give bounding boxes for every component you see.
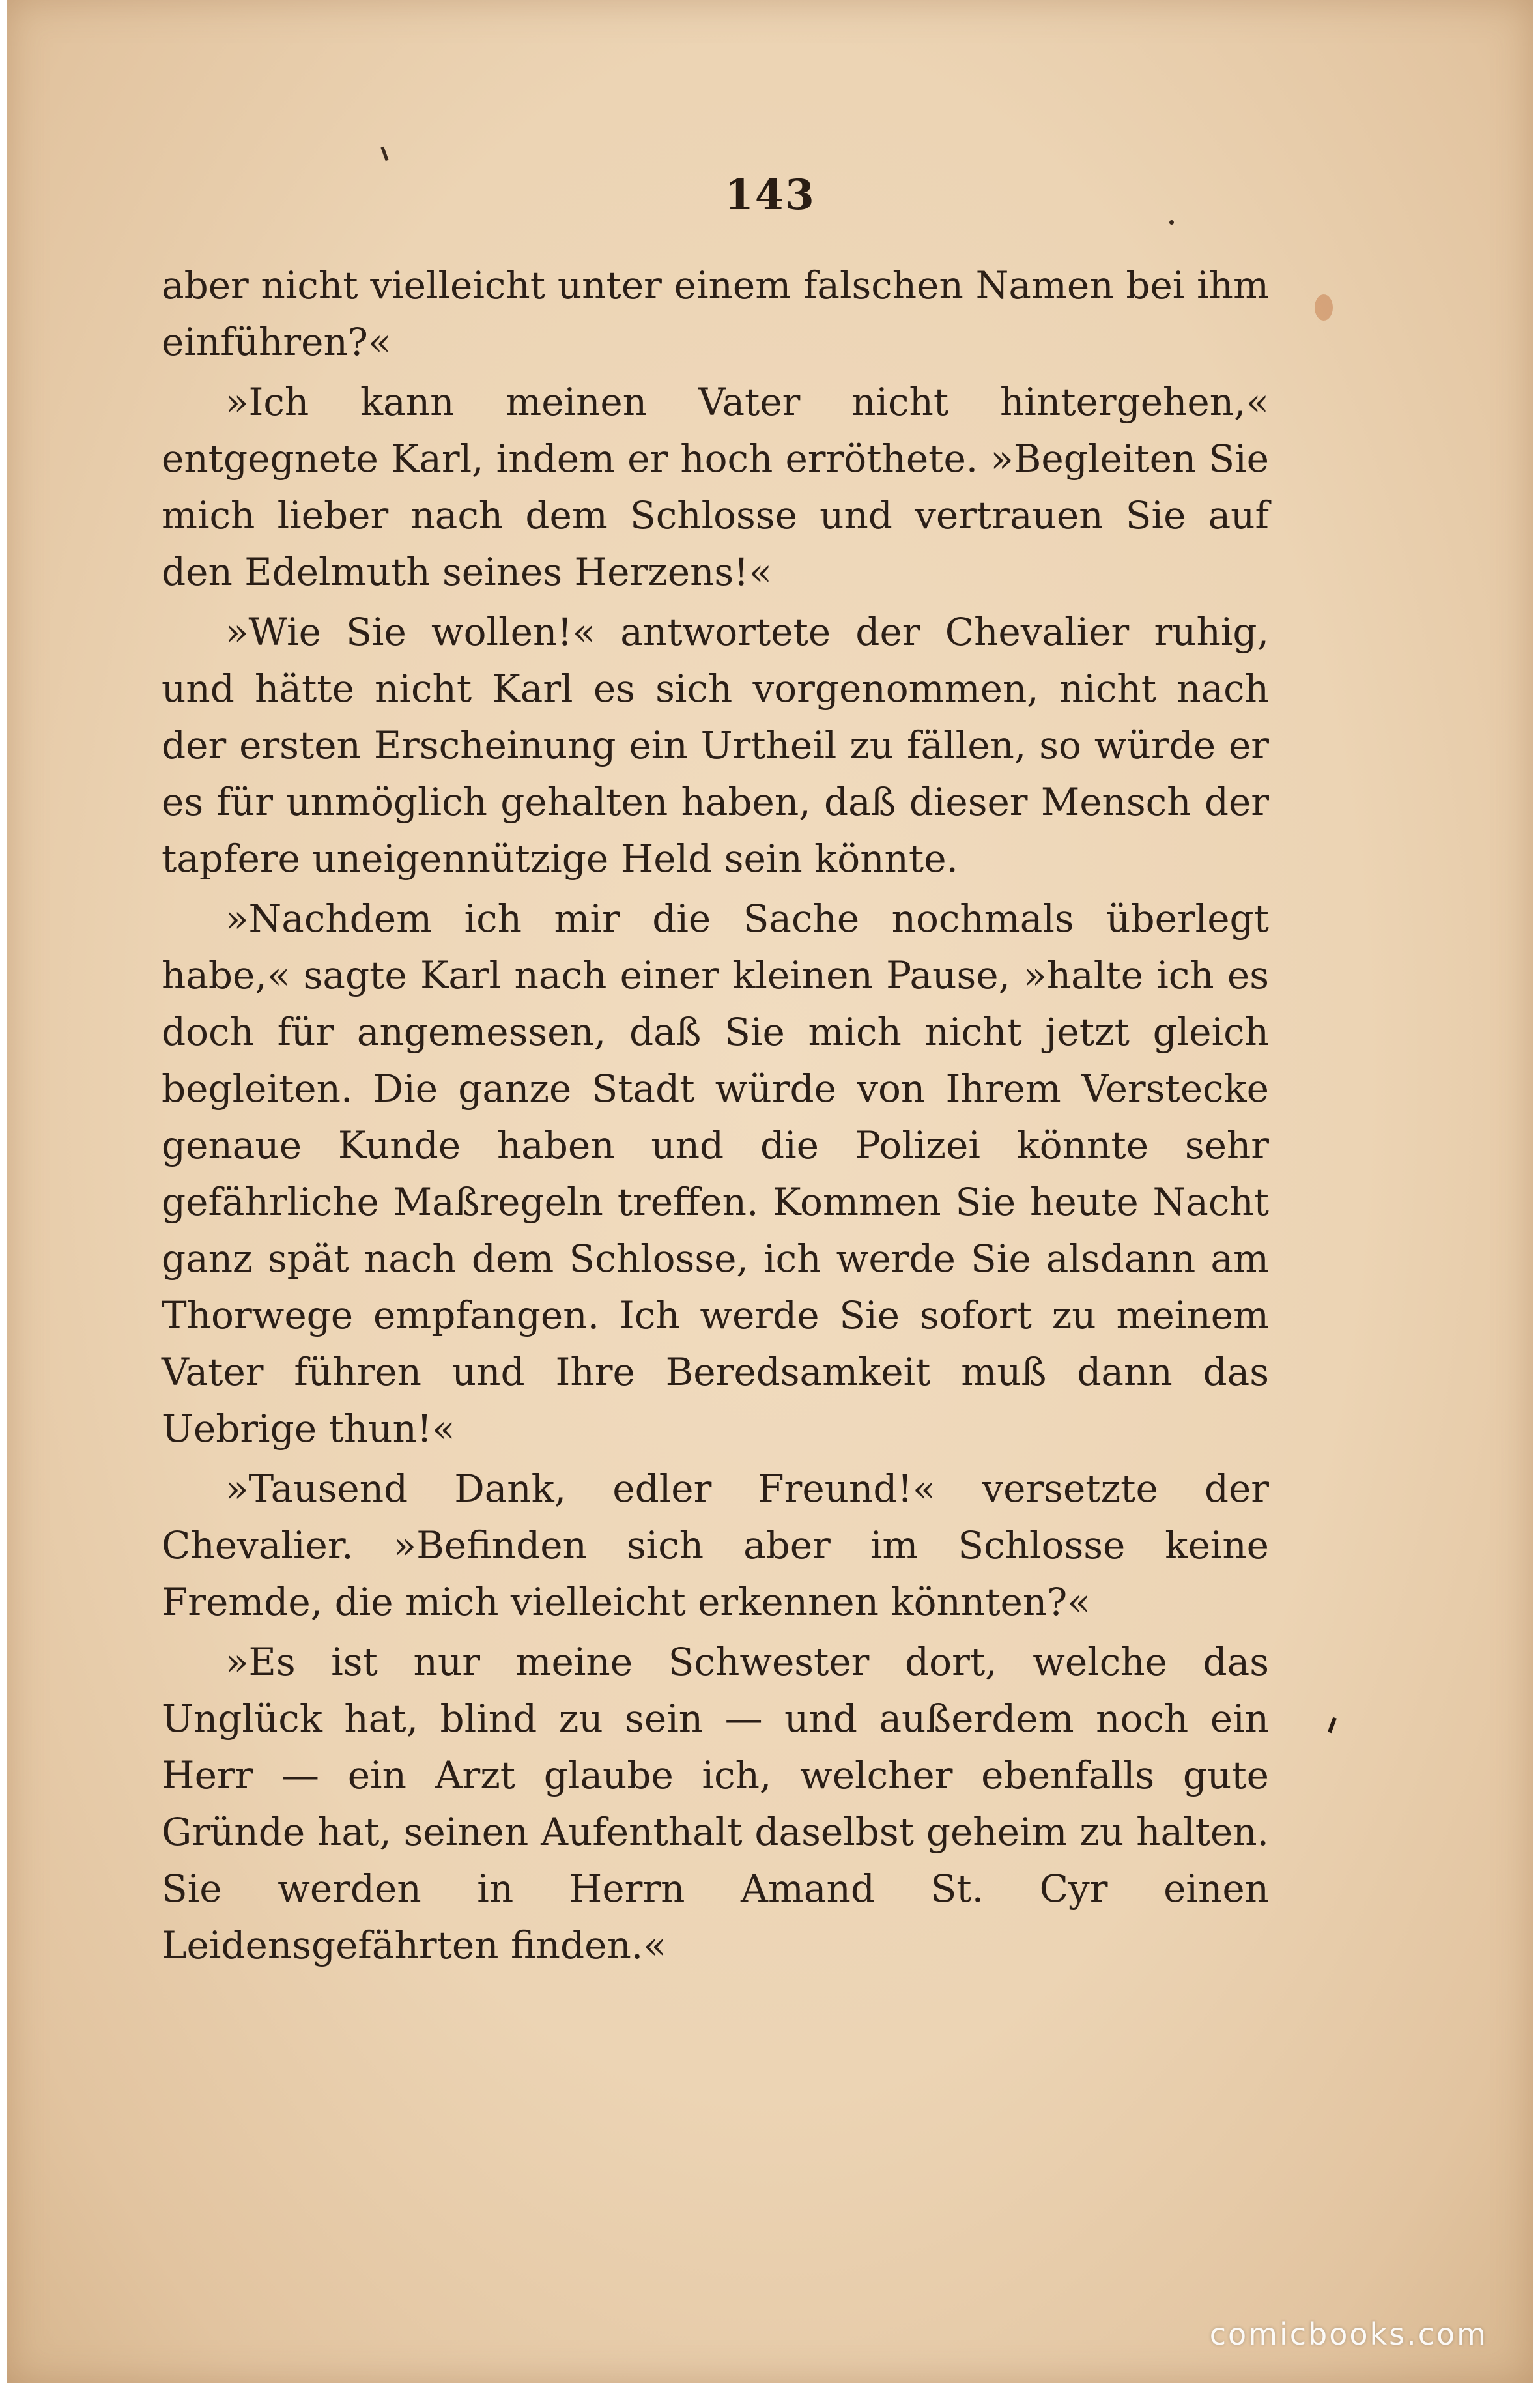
paper-stain [1315, 294, 1333, 321]
ink-speck [1169, 220, 1174, 225]
book-page [7, 0, 1533, 2383]
paragraph-5: »Tausend Dank, edler Freund!« versetzte der Chevalier. »Befinden sich aber im Schlosse keine Fremde, die mich vielleicht erkennen könnten?« [162, 1466, 1269, 1624]
paragraph-2: »Ich kann meinen Vater nicht hintergehen,« entgegnete Karl, indem er hoch erröthete. »Begleiten Sie mich lieber nach dem Schlosse und vertrauen Sie auf den Edelmuth seines Herzens!« [162, 380, 1269, 594]
paragraph-1: aber nicht vielleicht unter einem falschen Namen bei ihm einführen?« [162, 263, 1269, 364]
watermark: comicbooks.com [1209, 2317, 1488, 2352]
paragraph-6: »Es ist nur meine Schwester dort, welche das Unglück hat, blind zu sein — und außerdem noch ein Herr — ein Arzt glaube ich, welcher ebenfalls gute Gründe hat, seinen Aufenthalt daselbst geheim zu halten. Sie werden in Herrn Amand St. Cyr einen Leidensgefährten finden.« [162, 1640, 1269, 1967]
paragraph-3: »Wie Sie wollen!« antwortete der Chevalier ruhig, und hätte nicht Karl es sich vorgenommen, nicht nach der ersten Erscheinung ein Urtheil zu fällen, so würde er es für unmöglich gehalten haben, daß dieser Mensch der tapfere uneigennützige Held sein könnte. [162, 610, 1269, 881]
page-number: 143 [724, 171, 816, 220]
paragraph-4: »Nachdem ich mir die Sache nochmals überlegt habe,« sagte Karl nach einer kleinen Pause, »halte ich es doch für angemessen, daß Sie mich nicht jetzt gleich begleiten. Die ganze Stadt würde von Ihrem Verstecke genaue Kunde haben und die Polizei könnte sehr gefährliche Maßregeln treffen. Kommen Sie heute Nacht ganz spät nach dem Schlosse, ich werde Sie alsdann am Thorwege empfangen. Ich werde Sie sofort zu meinem Vater führen und Ihre Beredsamkeit muß dann das Uebrige thun!« [162, 896, 1269, 1451]
body-text [162, 257, 1269, 1977]
ink-speck [380, 147, 388, 161]
ink-speck [1328, 1717, 1337, 1734]
